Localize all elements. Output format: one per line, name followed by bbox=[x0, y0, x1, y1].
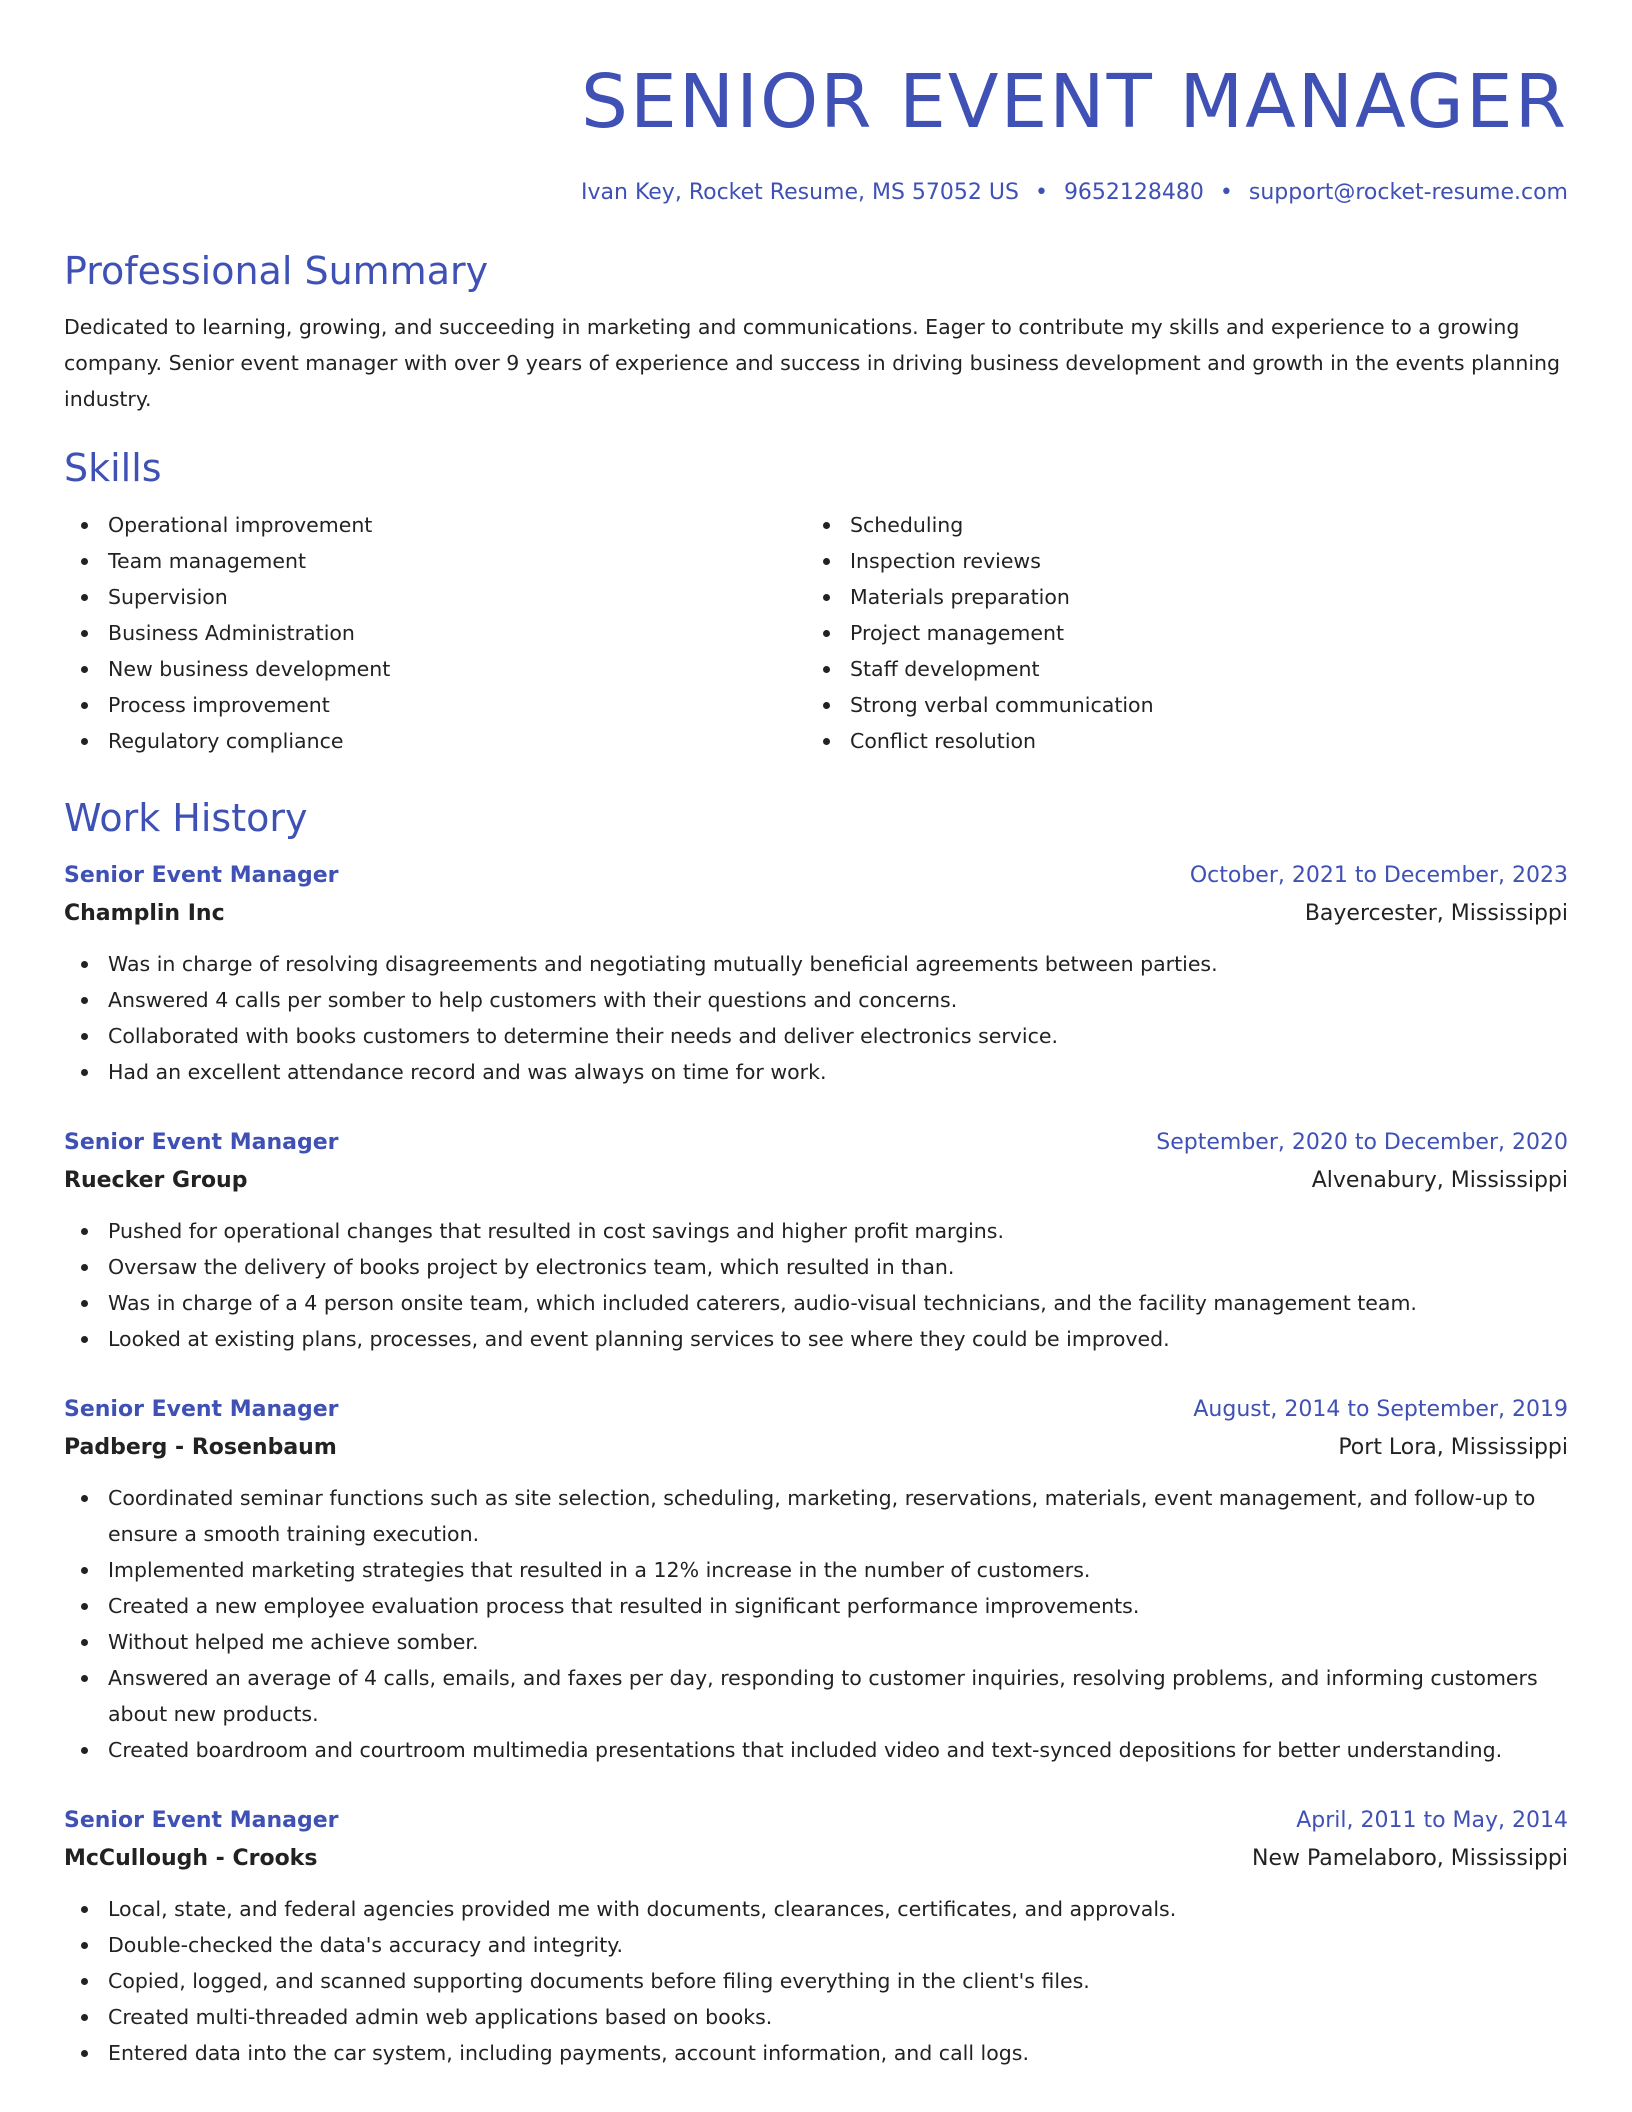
contact-line bbox=[64, 180, 1568, 206]
contact-address: Ivan Key, Rocket Resume, MS 57052 US bbox=[581, 180, 1019, 205]
skill-item: Supervision bbox=[64, 579, 806, 615]
job-bullet: Coordinated seminar functions such as site selection, scheduling, marketing, reservations, materials, event management, and follow-up to ensure a smooth training execution. bbox=[64, 1480, 1568, 1552]
skill-item: Materials preparation bbox=[806, 579, 1548, 615]
skill-item: Team management bbox=[64, 543, 806, 579]
job-bullets bbox=[64, 1480, 1568, 1768]
job-bullet: Was in charge of resolving disagreements and negotiating mutually beneficial agreements between parties. bbox=[64, 946, 1568, 982]
work-history-heading: Work History bbox=[64, 796, 308, 840]
job-entry bbox=[64, 1391, 1568, 1768]
job-bullet: Local, state, and federal agencies provided me with documents, clearances, certificates, and approvals. bbox=[64, 1891, 1568, 1927]
job-bullet: Oversaw the delivery of books project by electronics team, which resulted in than. bbox=[64, 1249, 1568, 1285]
job-bullet: Looked at existing plans, processes, and event planning services to see where they could be improved. bbox=[64, 1321, 1568, 1357]
skills-heading: Skills bbox=[64, 446, 162, 490]
skill-item: Strong verbal communication bbox=[806, 687, 1548, 723]
job-bullet: Answered 4 calls per somber to help customers with their questions and concerns. bbox=[64, 982, 1568, 1018]
skill-item: Regulatory compliance bbox=[64, 723, 806, 759]
job-header-row bbox=[64, 1124, 1568, 1162]
skill-item: Inspection reviews bbox=[806, 543, 1548, 579]
skill-item: Operational improvement bbox=[64, 507, 806, 543]
summary-text: Dedicated to learning, growing, and succeeding in marketing and communications. Eager to contribute my skills and experience to a growing company. Senior event manager with over 9 years of experience and success in driving business development and growth in the events planning industry. bbox=[64, 315, 1561, 411]
skills-list-left bbox=[64, 507, 806, 759]
contact-email[interactable]: support@rocket-resume.com bbox=[1248, 180, 1568, 205]
job-company: Padberg - Rosenbaum bbox=[64, 1435, 337, 1460]
job-title: Senior Event Manager bbox=[64, 1808, 339, 1833]
contact-phone: 9652128480 bbox=[1063, 180, 1204, 205]
job-title: Senior Event Manager bbox=[64, 1397, 339, 1422]
job-header-row bbox=[64, 1802, 1568, 1840]
job-header-row bbox=[64, 1391, 1568, 1429]
job-location: Bayercester, Mississippi bbox=[1304, 901, 1568, 926]
job-company-row bbox=[64, 1840, 1568, 1878]
job-bullet: Created a new employee evaluation process that resulted in significant performance improvements. bbox=[64, 1588, 1568, 1624]
job-bullet: Had an excellent attendance record and was always on time for work. bbox=[64, 1054, 1568, 1090]
job-header-row bbox=[64, 857, 1568, 895]
job-company: Ruecker Group bbox=[64, 1168, 248, 1193]
job-bullets bbox=[64, 1213, 1568, 1357]
job-dates: August, 2014 to September, 2019 bbox=[1193, 1397, 1568, 1422]
job-bullet: Created boardroom and courtroom multimedia presentations that included video and text-synced depositions for better understanding. bbox=[64, 1732, 1568, 1768]
job-company: McCullough - Crooks bbox=[64, 1846, 318, 1871]
skill-item: Process improvement bbox=[64, 687, 806, 723]
skill-item: Business Administration bbox=[64, 615, 806, 651]
job-dates: September, 2020 to December, 2020 bbox=[1156, 1130, 1568, 1155]
job-company: Champlin Inc bbox=[64, 901, 225, 926]
skill-item: Conflict resolution bbox=[806, 723, 1548, 759]
skills-list-right bbox=[806, 507, 1548, 759]
job-location: Alvenabury, Mississippi bbox=[1311, 1168, 1568, 1193]
job-entry bbox=[64, 857, 1568, 1090]
job-bullet: Without helped me achieve somber. bbox=[64, 1624, 1568, 1660]
skills-section bbox=[64, 445, 1568, 759]
work-history-section bbox=[64, 795, 1568, 2071]
job-company-row bbox=[64, 1162, 1568, 1200]
job-bullet: Created multi-threaded admin web applications based on books. bbox=[64, 1999, 1568, 2035]
job-location: New Pamelaboro, Mississippi bbox=[1252, 1846, 1568, 1871]
job-bullets bbox=[64, 946, 1568, 1090]
job-entry bbox=[64, 1124, 1568, 1357]
job-bullet: Double-checked the data's accuracy and integrity. bbox=[64, 1927, 1568, 1963]
job-bullet: Pushed for operational changes that resulted in cost savings and higher profit margins. bbox=[64, 1213, 1568, 1249]
summary-heading: Professional Summary bbox=[64, 249, 489, 293]
job-bullet: Entered data into the car system, including payments, account information, and call logs. bbox=[64, 2035, 1568, 2071]
job-bullet: Answered an average of 4 calls, emails, and faxes per day, responding to customer inquiries, resolving problems, and informing customers about new products. bbox=[64, 1660, 1568, 1732]
job-dates: April, 2011 to May, 2014 bbox=[1296, 1808, 1568, 1833]
job-location: Port Lora, Mississippi bbox=[1338, 1435, 1568, 1460]
job-bullets bbox=[64, 1891, 1568, 2071]
job-company-row bbox=[64, 895, 1568, 933]
job-title: Senior Event Manager bbox=[64, 1130, 339, 1155]
job-entry bbox=[64, 1802, 1568, 2071]
separator-dot: • bbox=[1034, 180, 1048, 205]
skill-item: Project management bbox=[806, 615, 1548, 651]
summary-section bbox=[64, 248, 1568, 417]
job-bullet: Collaborated with books customers to determine their needs and deliver electronics service. bbox=[64, 1018, 1568, 1054]
skill-item: New business development bbox=[64, 651, 806, 687]
job-bullet: Implemented marketing strategies that resulted in a 12% increase in the number of customers. bbox=[64, 1552, 1568, 1588]
separator-dot: • bbox=[1219, 180, 1233, 205]
skills-columns bbox=[64, 507, 1568, 759]
job-dates: October, 2021 to December, 2023 bbox=[1189, 863, 1568, 888]
skill-item: Staff development bbox=[806, 651, 1548, 687]
job-company-row bbox=[64, 1429, 1568, 1467]
resume-title: SENIOR EVENT MANAGER bbox=[581, 59, 1568, 145]
skill-item: Scheduling bbox=[806, 507, 1548, 543]
job-bullet: Was in charge of a 4 person onsite team, which included caterers, audio-visual technicians, and the facility management team. bbox=[64, 1285, 1568, 1321]
job-bullet: Copied, logged, and scanned supporting documents before filing everything in the client's files. bbox=[64, 1963, 1568, 1999]
job-title: Senior Event Manager bbox=[64, 863, 339, 888]
